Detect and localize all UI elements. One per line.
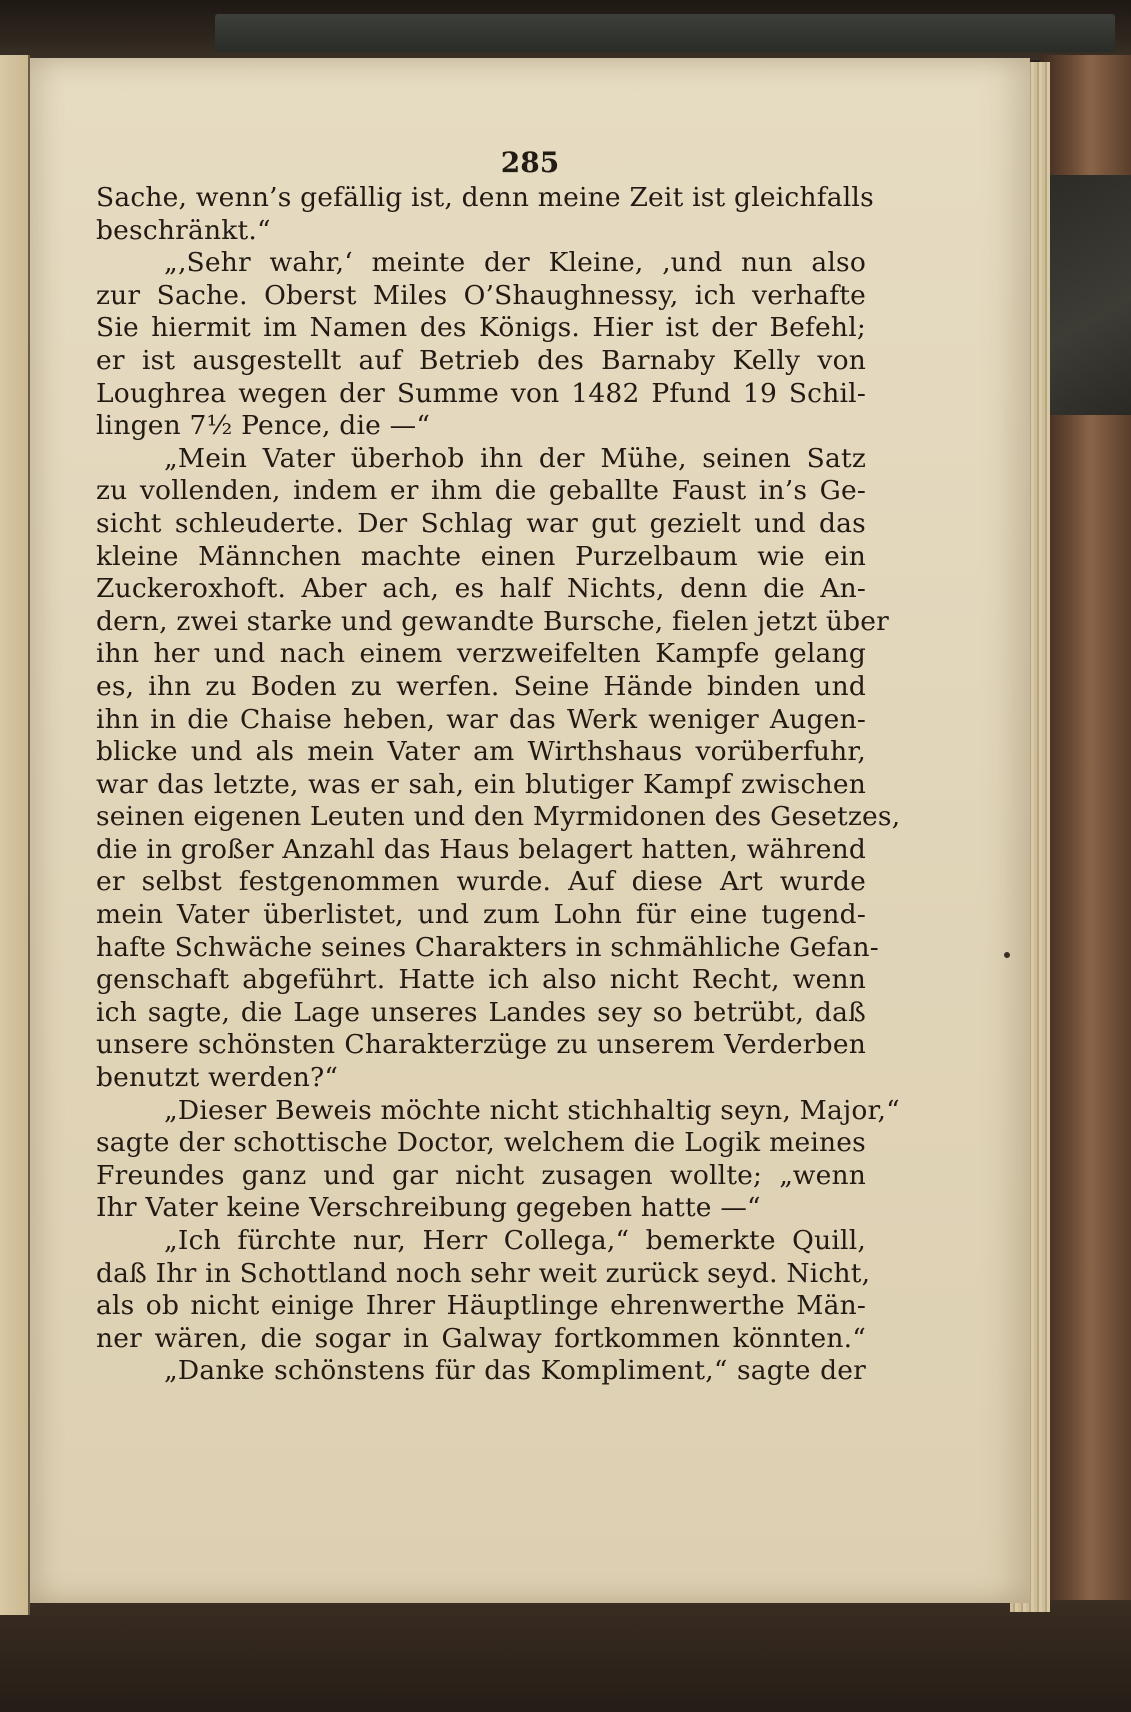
text-line: er selbst festgenommen wurde. Auf diese Art wurde (96, 866, 866, 898)
text-line: „‚Sehr wahr,‘ meinte der Kleine, ‚und nun also (164, 247, 866, 279)
text-line: es, ihn zu Boden zu werfen. Seine Hände binden und (96, 670, 866, 702)
text-line: die in großer Anzahl das Haus belagert hatten, während (96, 833, 867, 865)
text-line: sicht schleuderte. Der Schlag war gut gezielt und das (96, 507, 866, 539)
text-line: zur Sache. Oberst Miles O’Shaughnessy, ich verhafte (96, 279, 866, 311)
book-cover-top (0, 0, 1131, 60)
text-line: benutzt werden?“ (96, 1062, 339, 1094)
text-line: hafte Schwäche seines Charakters in schmähliche Gefan- (96, 931, 879, 963)
text-line: war das letzte, was er sah, ein blutiger Kampf zwischen (96, 768, 866, 800)
text-line: beschränkt.“ (96, 214, 271, 246)
text-line: sagte der schottische Doctor, welchem die Logik meines (96, 1127, 866, 1159)
book-page (30, 58, 1030, 1603)
text-line: Loughrea wegen der Summe von 1482 Pfund 19 Schil- (96, 377, 866, 409)
text-line: Freundes ganz und gar nicht zusagen wollte; „wenn (96, 1159, 866, 1191)
text-line: ner wären, die sogar in Galway fortkommen könnten.“ (96, 1322, 866, 1354)
text-line: mein Vater überlistet, und zum Lohn für eine tugend- (96, 899, 866, 931)
book-cover-bottom (0, 1600, 1131, 1712)
text-line: „Mein Vater überhob ihn der Mühe, seinen Satz (164, 442, 866, 474)
text-line: lingen 7½ Pence, die —“ (96, 410, 431, 442)
text-line: er ist ausgestellt auf Betrieb des Barnaby Kelly von (96, 344, 866, 376)
text-line: „Dieser Beweis möchte nicht stichhaltig seyn, Major,“ (164, 1094, 900, 1126)
text-line: unsere schönsten Charakterzüge zu unserem Verderben (96, 1029, 866, 1061)
facing-page-edge (0, 55, 30, 1615)
ink-speck (1004, 952, 1010, 958)
body-text (96, 182, 901, 1388)
text-line: blicke und als mein Vater am Wirthshaus vorüberfuhr, (96, 736, 866, 768)
text-line: ihn her und nach einem verzweifelten Kampfe gelang (96, 638, 866, 670)
page-number: 285 (500, 146, 560, 179)
text-line: genschaft abgeführt. Hatte ich also nicht Recht, wenn (96, 964, 866, 996)
text-line: „Danke schönstens für das Kompliment,“ sagte der (164, 1355, 866, 1387)
text-line: dern, zwei starke und gewandte Bursche, fielen jetzt über (96, 605, 889, 637)
text-line: ihn in die Chaise heben, war das Werk weniger Augen- (96, 703, 866, 735)
text-line: Sache, wenn’s gefällig ist, denn meine Zeit ist gleichfalls (96, 182, 874, 213)
text-line: zu vollenden, indem er ihm die geballte Faust in’s Ge- (96, 475, 866, 507)
text-line: ich sagte, die Lage unseres Landes sey so betrübt, daß (96, 996, 866, 1028)
text-line: Ihr Vater keine Verschreibung gegeben hatte —“ (96, 1192, 761, 1224)
book-cover-right (1040, 55, 1131, 1712)
text-line: als ob nicht einige Ihrer Häuptlinge ehrenwerthe Män- (96, 1290, 866, 1322)
text-line: seinen eigenen Leuten und den Myrmidonen des Gesetzes, (96, 801, 901, 833)
text-line: „Ich fürchte nur, Herr Collega,“ bemerkte Quill, (164, 1225, 866, 1256)
text-line: daß Ihr in Schottland noch sehr weit zurück seyd. Nicht, (96, 1257, 871, 1289)
text-line: Zuckeroxhoft. Aber ach, es half Nichts, denn die An- (96, 573, 866, 605)
text-line: kleine Männchen machte einen Purzelbaum wie ein (96, 540, 866, 572)
text-line: Sie hiermit im Namen des Königs. Hier ist der Befehl; (96, 312, 866, 344)
